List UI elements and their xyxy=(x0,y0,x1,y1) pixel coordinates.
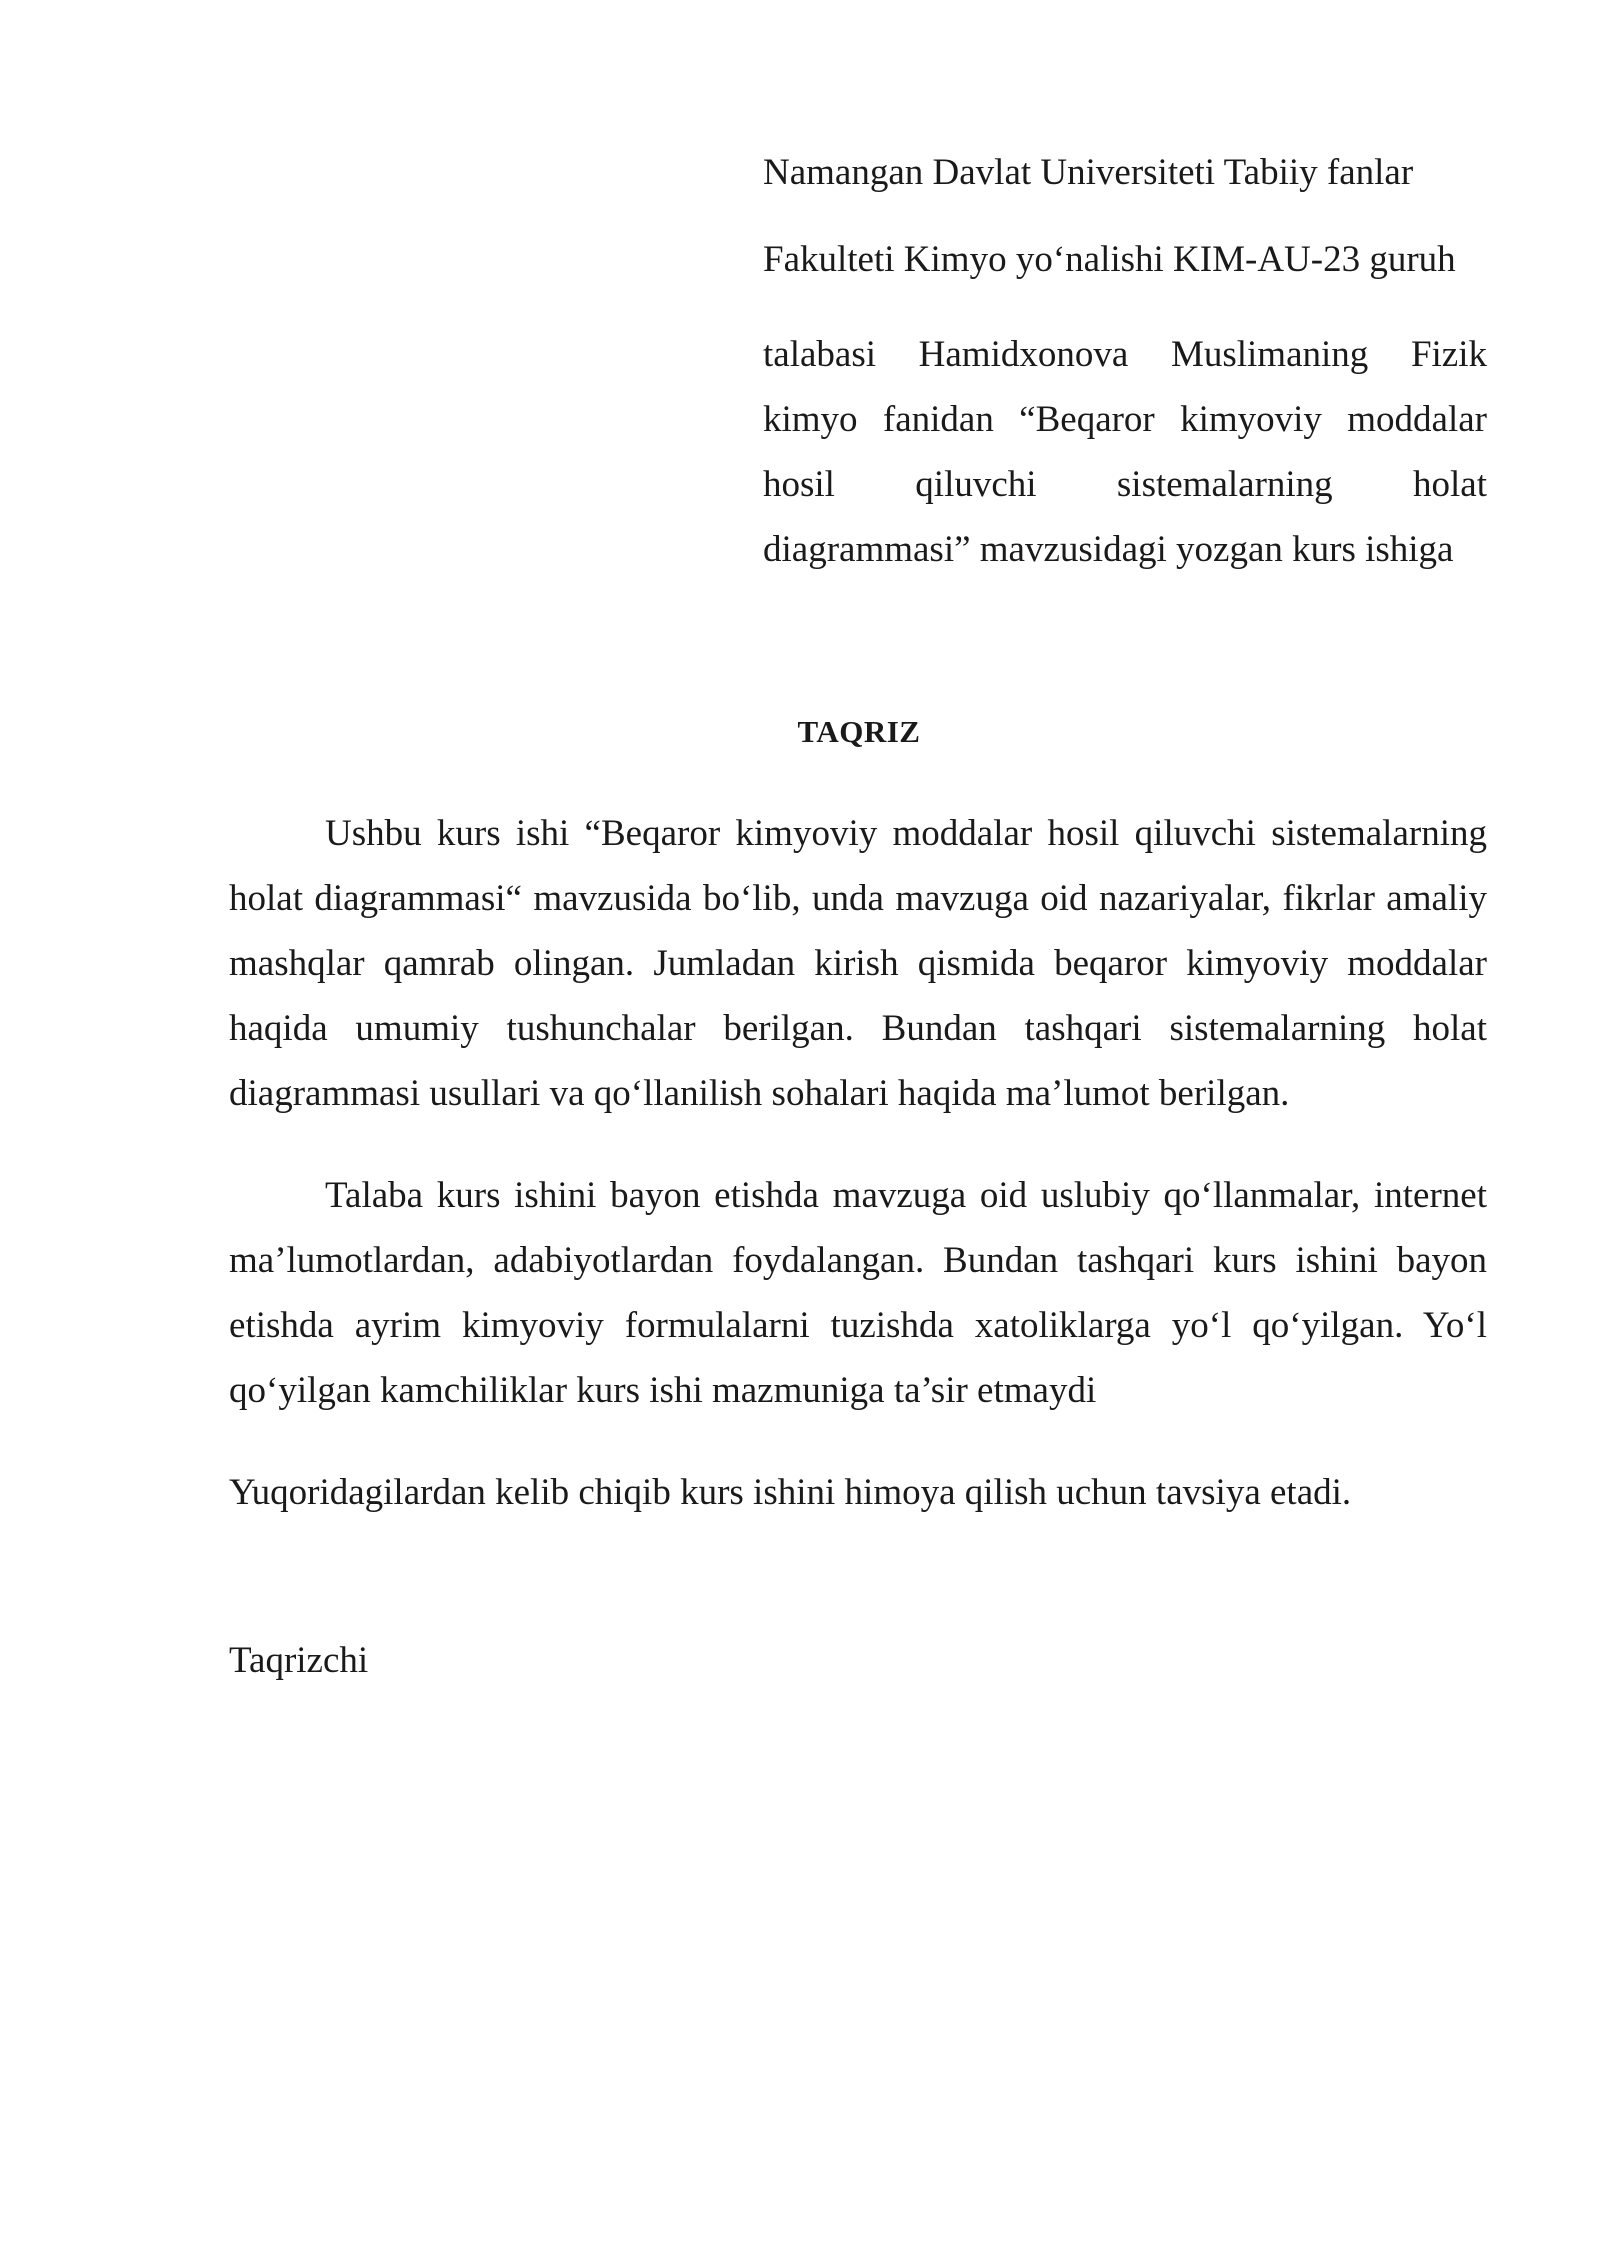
header-line-faculty: Fakulteti Kimyo yo‘nalishi KIM-AU-23 guruh xyxy=(763,239,1456,280)
document-body xyxy=(229,801,1487,1525)
body-paragraph-conclusion: Yuqoridagilardan kelib chiqib kurs ishini himoya qilish uchun tavsiya etadi. xyxy=(229,1472,1352,1513)
document-header xyxy=(763,148,1487,582)
body-paragraph-1: Ushbu kurs ishi “Beqaror kimyoviy moddalar hosil qiluvchi sistemalarning holat diagrammasi“ mavzusida bo‘lib, unda mavzuga oid nazariyalar, fikrlar amaliy mashqlar qamrab olingan. Jumladan kirish qismida beqaror kimyoviy moddalar haqida umumiy tushunchalar berilgan. Bundan tashqari sistemalarning holat diagrammasi usullari va qo‘llanilish sohalari haqida ma’lumot berilgan. xyxy=(229,813,1487,1114)
header-line-university: Namangan Davlat Universiteti Tabiiy fanlar xyxy=(763,152,1414,193)
header-student-topic: talabasi Hamidxonova Muslimaning Fizik kimyo fanidan “Beqaror kimyoviy moddalar hosil qiluvchi sistemalarning holat diagrammasi” mavzusidagi yozgan kurs ishiga xyxy=(763,334,1487,570)
document-title: TAQRIZ xyxy=(797,714,921,749)
reviewer-signature-label: Taqrizchi xyxy=(229,1640,369,1681)
body-paragraph-2: Talaba kurs ishini bayon etishda mavzuga oid uslubiy qo‘llanmalar, internet ma’lumotlardan, adabiyotlardan foydalangan. Bundan tashqari kurs ishini bayon etishda ayrim kimyoviy formulalarni tuzishda xatoliklarga yo‘l qo‘yilgan. Yo‘l qo‘yilgan kamchiliklar kurs ishi mazmuniga ta’sir etmaydi xyxy=(229,1175,1487,1411)
